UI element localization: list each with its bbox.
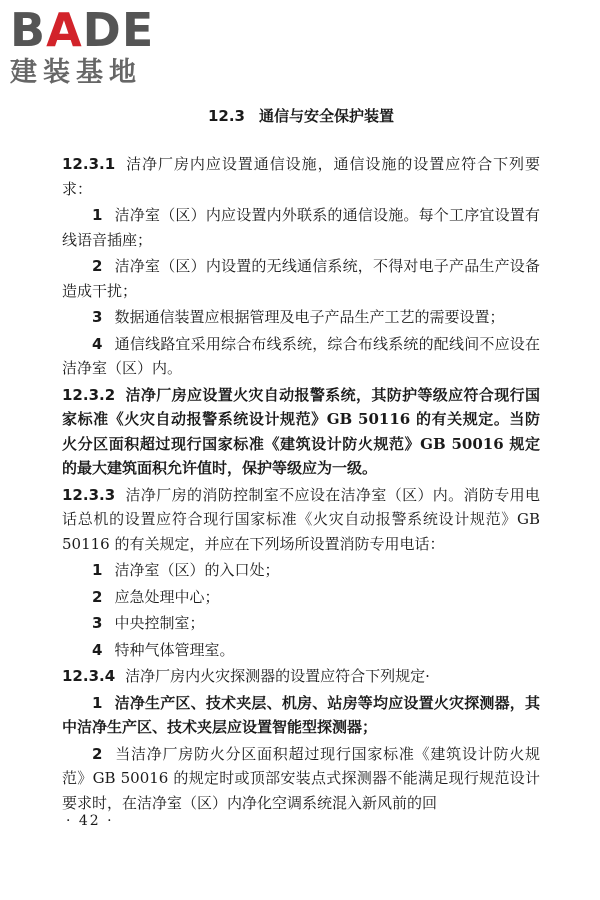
clause-12-3-2 [62, 383, 540, 481]
section-heading [62, 104, 540, 136]
list-item: 4 特种气体管理室。 [92, 640, 235, 659]
clause-text: 洁净厂房的消防控制室不应设在洁净室（区）内。消防专用电话总机的设置应符合现行国家标准《火灾自动报警系统设计规范》GB 50116 的有关规定，并应在下列场所设置消防专用电话： [62, 485, 540, 553]
clause-number: 12.3.3 [62, 485, 116, 504]
clause-number: 12.3.2 [62, 385, 116, 404]
list-item: 2 当洁净厂房防火分区面积超过现行国家标准《建筑设计防火规范》GB 50016 的规定时或顶部安装点式探测器不能满足现行规范设计要求时，在洁净室（区）内净化空调系统混入新风前的回 [62, 744, 540, 812]
clause-text: 洁净厂房内应设置通信设施，通信设施的设置应符合下列要求： [62, 155, 540, 198]
list-item: 1 洁净室（区）的入口处； [92, 561, 280, 579]
page-number: · 42 · [66, 813, 114, 829]
list-item: 4 通信线路宜采用综合布线系统，综合布线系统的配线间不应设在洁净室（区）内。 [62, 334, 540, 377]
list-item: 3 中央控制室； [92, 614, 205, 632]
list-item: 1 洁净室（区）内应设置内外联系的通信设施。每个工序宜设置有线语音插座； [62, 206, 540, 249]
clause-number: 12.3.4 [62, 667, 116, 685]
list-item: 2 应急处理中心； [92, 587, 220, 606]
clause-text: 洁净厂房应设置火灾自动报警系统，其防护等级应符合现行国家标准《火灾自动报警系统设计规范》GB 50116 的有关规定。当防火分区面积超过现行国家标准《建筑设计防火规范》GB 50016 规定的最大建筑面积允许值时，保护等级应为一级。 [62, 385, 540, 477]
logo-wordmark: BADE [10, 3, 155, 57]
list-item: 2 洁净室（区）内设置的无线通信系统，不得对电子产品生产设备造成干扰； [62, 257, 540, 300]
clause-number: 12.3.1 [62, 155, 116, 173]
clause-12-3-1 [62, 152, 540, 201]
logo-subtitle: 建装基地 [10, 57, 142, 88]
section-number: 12.3 [207, 107, 245, 125]
section-title-text: 通信与安全保护装置 [259, 107, 395, 125]
document-page [62, 104, 540, 817]
clause-text: 洁净厂房内火灾探测器的设置应符合下列规定· [125, 667, 430, 685]
list-item: 3 数据通信装置应根据管理及电子产品生产工艺的需要设置； [92, 308, 505, 326]
bade-logo [10, 3, 180, 90]
list-item: 1 洁净生产区、技术夹层、机房、站房等均应设置火灾探测器，其中洁净生产区、技术夹层应设置智能型探测器； [62, 693, 540, 736]
clause-12-3-4 [62, 664, 540, 689]
clause-12-3-3 [62, 483, 540, 557]
